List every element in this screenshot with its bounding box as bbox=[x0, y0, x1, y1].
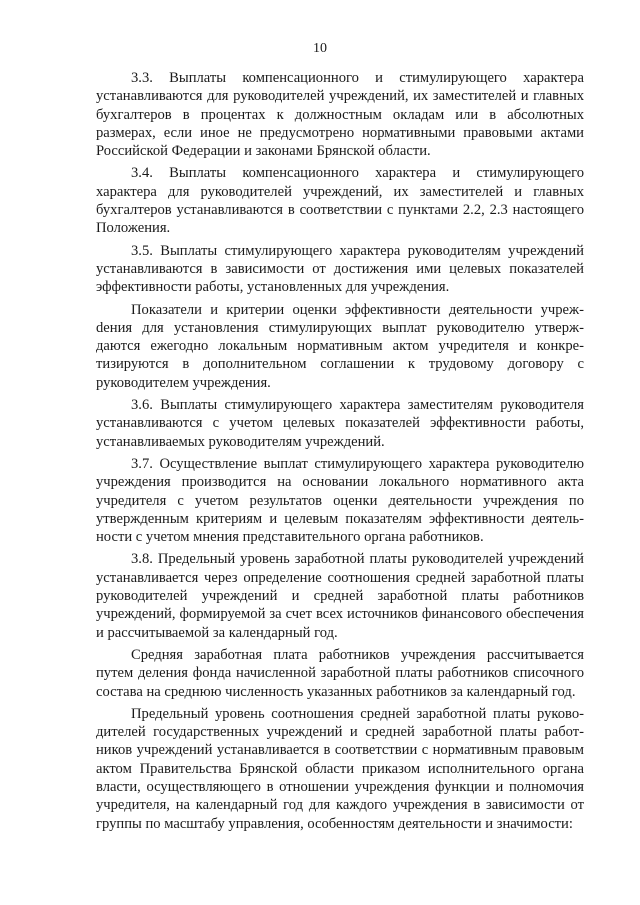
paragraph-3-7: 3.7. Осуществление выплат стимулирующего характера руководителю учреждения производится на основании локального нормативного акта учредителя с учетом результатов оценки деятельности учреждения по утвержденным критериям и целевым показателям эффективности деятельности с учетом мнения представительного органа работников. bbox=[96, 455, 584, 546]
paragraph-3-3: 3.3. Выплаты компенсационного и стимулирующего характера устанавливаются для руководителей учреждений, их заместителей и главных бухгалтеров в процентах к должностным окладам или в абсолютных размерах, если иное не предусмотрено нормативными правовыми актами Российской Федерации и законами Брянской области. bbox=[96, 70, 584, 160]
paragraph-salary-ratio-limit: Предельный уровень соотношения средней заработной платы руководителей государственных учреждений и средней заработной платы работников учреждений устанавливается в соответствии с нормативным правовым актом Правительства Брянской области приказом исполнительного органа власти, осуществляющего в отношении учреждения функции и полномочия учредителя, на календарный год для каждого учреждения в зависимости от группы по масштабу управления, особенностям деятельности и значимости: bbox=[96, 705, 584, 832]
paragraph-3-5: 3.5. Выплаты стимулирующего характера руководителям учреждений устанавливаются в зависимости от достижения ими целевых показателей эффективности работы, установленных для учреждения. bbox=[96, 242, 584, 296]
document-body bbox=[96, 69, 584, 837]
paragraph-3-4: 3.4. Выплаты компенсационного характера и стимулирующего характера для руководителей учреждений, их заместителей и главных бухгалтеров устанавливаются в соответствии с пунктами 2.2, 2.3 настоящего Положения. bbox=[96, 165, 584, 237]
paragraph-performance-criteria: Показатели и критерии оценки эффективности деятельности учрежdения для установления стимулирующих выплат руководителю утверждаются ежегодно локальным нормативным актом учредителя и конкретизируются в дополнительном соглашении к трудовому договору с руководителем учреждения. bbox=[96, 301, 584, 391]
paragraph-3-6: 3.6. Выплаты стимулирующего характера заместителям руководителя устанавливаются с учетом целевых показателей эффективности работы, устанавливаемых руководителям учреждений. bbox=[96, 397, 584, 450]
paragraph-average-salary: Средняя заработная плата работников учреждения рассчитывается путем деления фонда начисленной заработной платы работников списочного состава на среднюю численность указанных работников за календарный год. bbox=[96, 646, 584, 700]
page-number: 10 bbox=[313, 41, 327, 56]
paragraph-3-8: 3.8. Предельный уровень заработной платы руководителей учреждений устанавливается через определение соотношения средней заработной платы руководителей учреждений и средней заработной платы работников учреждений, формируемой за счет всех источников финансового обеспечения и рассчитываемой за календарный год. bbox=[96, 551, 584, 641]
